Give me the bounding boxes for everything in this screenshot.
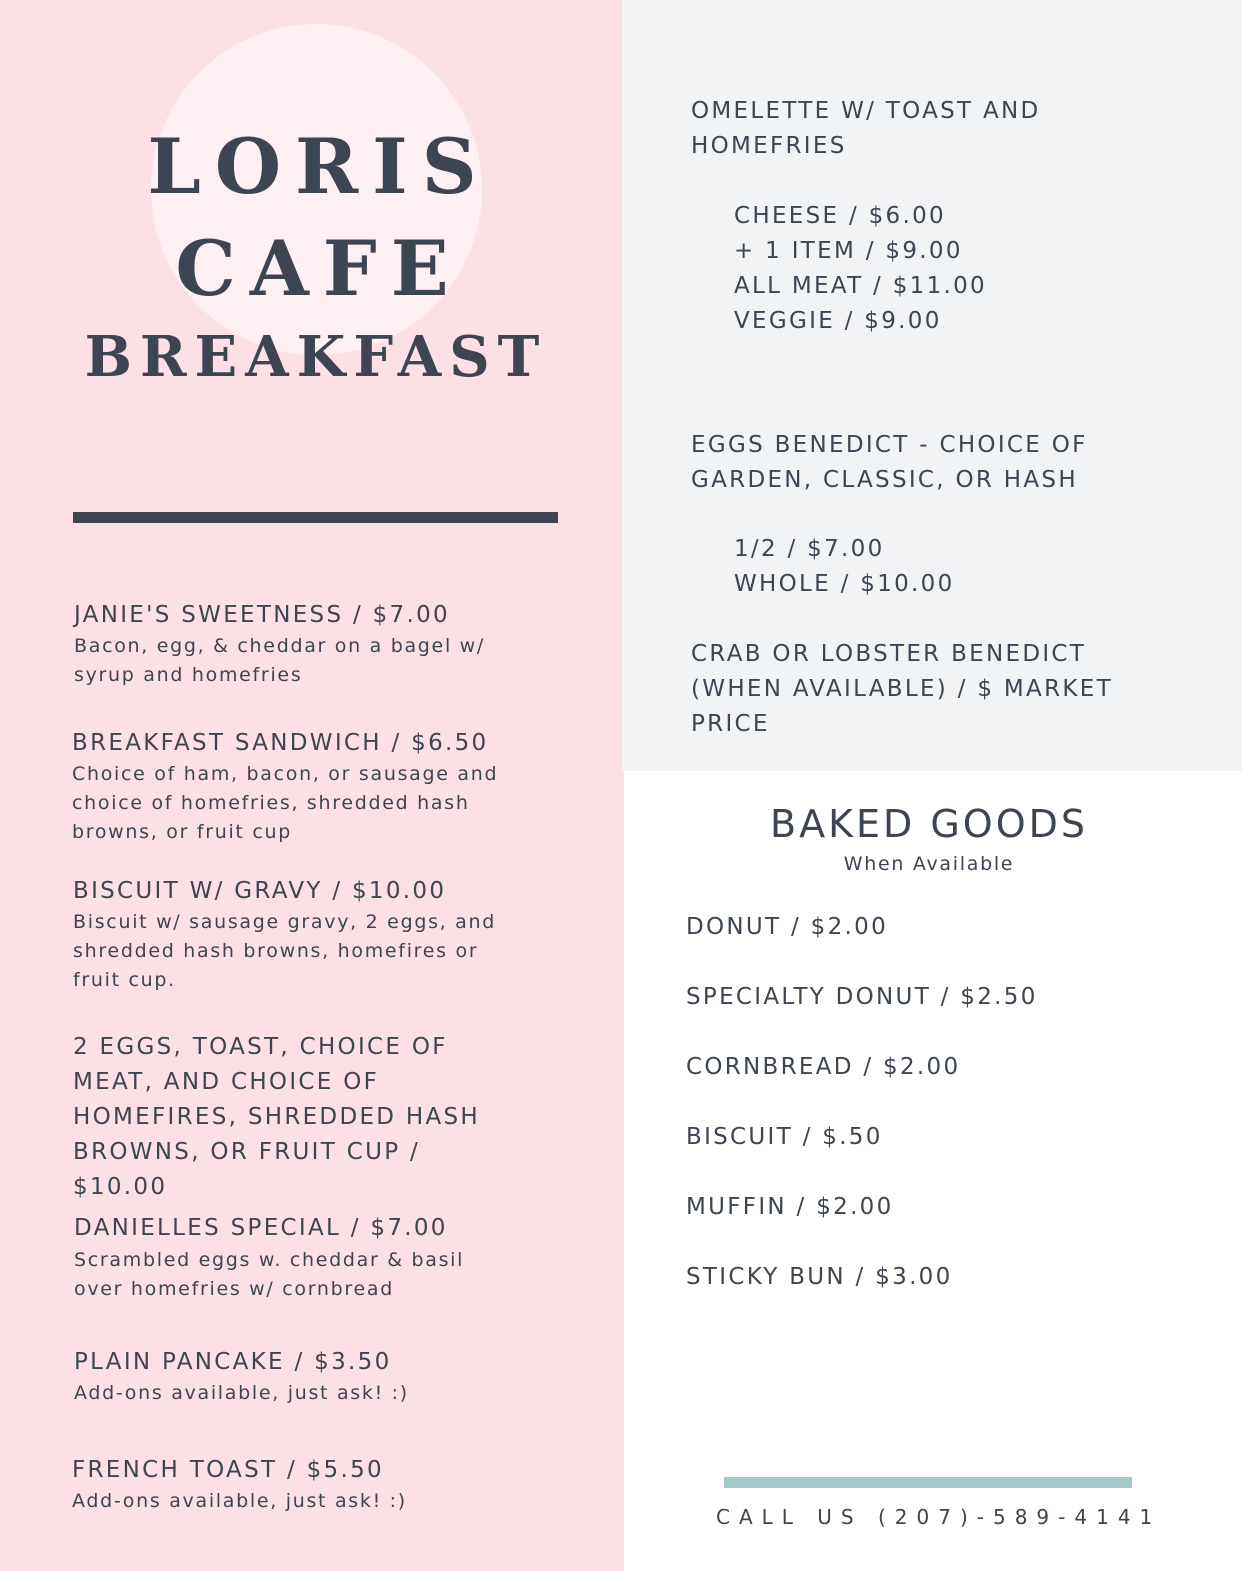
- menu-item-desc: Scrambled eggs w. cheddar & basil: [74, 1249, 465, 1271]
- menu-item-name: BREAKFAST SANDWICH / $6.50: [72, 730, 489, 756]
- menu-item-name: JANIE'S SWEETNESS / $7.00: [74, 602, 450, 628]
- crab-benedict-title: CRAB OR LOBSTER BENEDICT: [691, 641, 1087, 667]
- menu-item-name: FRENCH TOAST / $5.50: [72, 1457, 384, 1483]
- menu-item-desc: over homefries w/ cornbread: [74, 1278, 394, 1300]
- menu-item-desc: fruit cup.: [73, 969, 176, 991]
- menu-item-name: PLAIN PANCAKE / $3.50: [74, 1349, 392, 1375]
- cafe-title-cafe: CAFE: [175, 224, 463, 313]
- crab-benedict-title: (WHEN AVAILABLE) / $ MARKET: [691, 676, 1113, 702]
- baked-goods-title: BAKED GOODS: [770, 802, 1088, 846]
- omelette-option: + 1 ITEM / $9.00: [734, 238, 963, 264]
- menu-item-desc: shredded hash browns, homefires or: [73, 940, 479, 962]
- baked-item: BISCUIT / $.50: [686, 1124, 883, 1150]
- omelette-title: OMELETTE W/ TOAST AND: [691, 98, 1041, 124]
- omelette-option: CHEESE / $6.00: [734, 203, 946, 229]
- menu-item-desc: Add-ons available, just ask! :): [72, 1490, 407, 1512]
- menu-item-desc: Biscuit w/ sausage gravy, 2 eggs, and: [73, 911, 497, 933]
- benedict-option: WHOLE / $10.00: [734, 571, 955, 597]
- omelette-option: VEGGIE / $9.00: [734, 308, 942, 334]
- benedict-option: 1/2 / $7.00: [734, 536, 885, 562]
- menu-item-name-line: MEAT, AND CHOICE OF: [73, 1069, 380, 1095]
- benedict-title: GARDEN, CLASSIC, OR HASH: [691, 467, 1078, 493]
- footer-accent-bar: [724, 1477, 1132, 1488]
- menu-item-name: BISCUIT W/ GRAVY / $10.00: [73, 878, 447, 904]
- crab-benedict-title: PRICE: [691, 711, 770, 737]
- menu-item-name: DANIELLES SPECIAL / $7.00: [74, 1215, 448, 1241]
- menu-item-name-line: HOMEFIRES, SHREDDED HASH: [73, 1104, 481, 1130]
- baked-item: MUFFIN / $2.00: [686, 1194, 894, 1220]
- menu-item-name-line: $10.00: [73, 1174, 168, 1200]
- menu-item-desc: Choice of ham, bacon, or sausage and: [72, 763, 499, 785]
- omelette-title: HOMEFRIES: [691, 133, 847, 159]
- menu-item-desc: browns, or fruit cup: [72, 821, 292, 843]
- menu-item-desc: Add-ons available, just ask! :): [74, 1382, 409, 1404]
- menu-title-breakfast: BREAKFAST: [84, 324, 548, 390]
- menu-item-name-line: 2 EGGS, TOAST, CHOICE OF: [73, 1034, 448, 1060]
- call-us-phone[interactable]: CALL US (207)-589-4141: [716, 1505, 1162, 1529]
- benedict-title: EGGS BENEDICT - CHOICE OF: [691, 432, 1088, 458]
- cafe-title-loris: LORIS: [147, 122, 491, 211]
- title-divider: [73, 512, 558, 523]
- baked-item: SPECIALTY DONUT / $2.50: [686, 984, 1038, 1010]
- omelette-option: ALL MEAT / $11.00: [734, 273, 987, 299]
- menu-item-name-line: BROWNS, OR FRUIT CUP /: [73, 1139, 421, 1165]
- menu-item-desc: syrup and homefries: [74, 664, 303, 686]
- baked-item: CORNBREAD / $2.00: [686, 1054, 961, 1080]
- menu-item-desc: choice of homefries, shredded hash: [72, 792, 470, 814]
- baked-item: DONUT / $2.00: [686, 914, 889, 940]
- baked-item: STICKY BUN / $3.00: [686, 1264, 953, 1290]
- menu-item-desc: Bacon, egg, & cheddar on a bagel w/: [74, 635, 486, 657]
- baked-goods-subtitle: When Available: [843, 853, 1015, 875]
